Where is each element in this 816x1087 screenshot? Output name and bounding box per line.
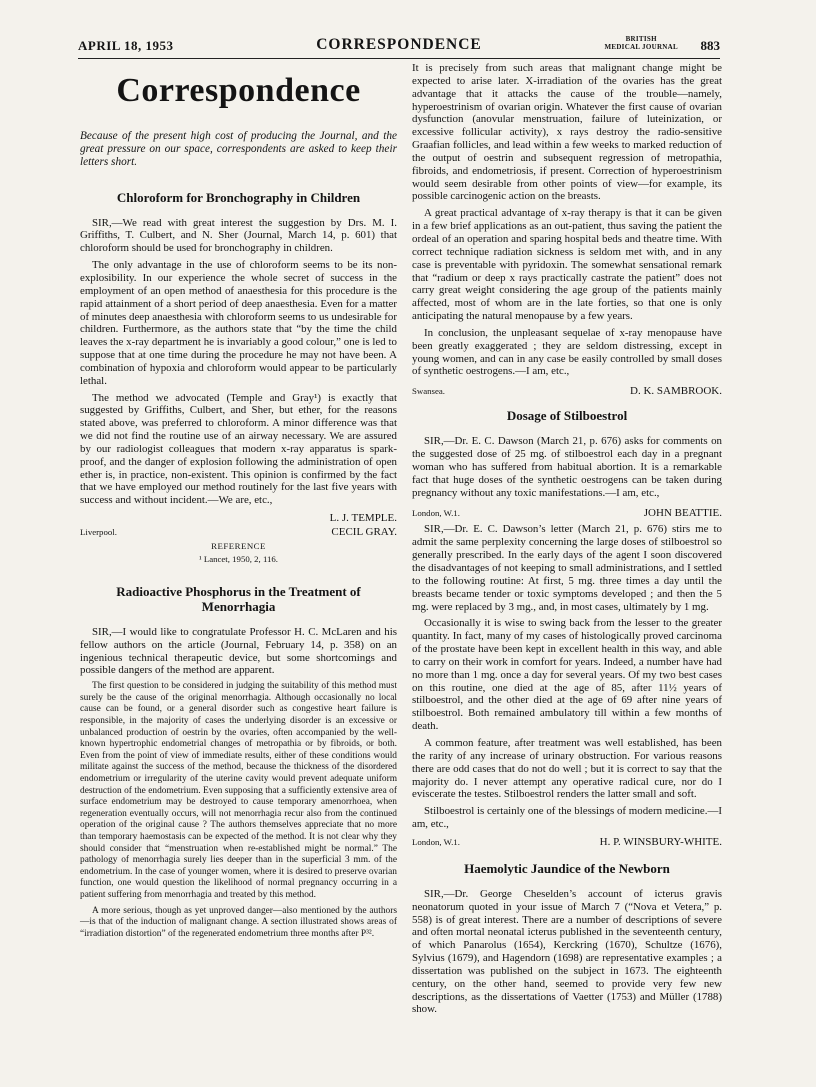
signatory: H. P. WINSBURY-WHITE. xyxy=(599,836,722,849)
running-header xyxy=(78,36,720,59)
left-column xyxy=(80,66,397,944)
page-number: 883 xyxy=(700,38,720,53)
signature-line xyxy=(412,503,722,519)
paragraph: In conclusion, the unpleasant sequelae of x-ray menopause have been greatly exaggerated ; they are seldom distressing, except in young women, and can in any case be easily controlled by small doses of synthetic oestrogens.—I am, etc., xyxy=(412,326,722,378)
paragraph: SIR,—Dr. George Cheselden’s account of icterus gravis neonatorum quoted in your issue of March 7 (“Nova et Vetera,” p. 558) is of great interest. There are a number of descriptions of severe and often mortal neonatal icterus published in the seventeenth century, of which Panarolus (1654), Kerckring (1670), Schultze (1676), Sylvius (1679), and Hagendorn (1698) are representative examples ; a dissertation was published on the subject in 1673. The eighteenth century, on the other hand, seemed to provide very few new descriptions, as the dissertations of Vaetter (1753) and Müller (1788) show. xyxy=(412,887,722,1016)
signatory-place: Swansea. xyxy=(412,386,445,397)
paragraph: A common feature, after treatment was well established, has been the rarity of any increase of urinary obstruction. For various reasons there are odd cases that do not do well ; but it is correct to say that the majority do. I never attempt any operative radical cure, nor do I eviscerate the testes. Stilboestrol renders the latter small and soft. xyxy=(412,736,722,801)
paragraph: The first question to be considered in judging the suitability of this method must surely be the cause of the original menorrhagia. Although occasionally no local cause can be found, or a general disorder such as congestive heart failure is responsible, in the majority of cases the underlying disorder is an excessive or unbalanced production of oestrin by the ovaries, often accompanied by the well-known hypertrophic endometrial changes of metropathia or by fibroids, or both. Even from the point of view of immediate results, either of these conditions would militate against the success of the method, because the thickness of the disordered endometrium or irregularity of the uterine cavity would prevent adequate uniform destruction of the endometrium. Even supposing that a sufficiently extensive area of surface endometrium may be destroyed to cause temporary amenorrhoea, when regeneration eventually occurs, will not menorrhagia recur also from the continued operation of the original cause ? The authors themselves appreciate that no more than temporary haemostasis can be expected of the method. It is not clear why they should consider that “menstruation when re-established might be normal.” The pathology of menorrhagia surely lies deeper than in the superficial 3 mm. of the endometrium. In the case of younger women, where it is desired to preserve ovarian function, one would question the likelihood of normal pregnancy occurring in a patient suffering from menorrhagia and treated by this method. xyxy=(80,681,397,900)
signature-line xyxy=(412,835,722,849)
paragraph: A great practical advantage of x-ray therapy is that it can be given in a few brief applications as an out-patient, thus saving the patient the ordeal of an operation and sparing hospital beds and theatre time. With correct technique radiation sickness is seldom met with, and in any case is preventable with pyridoxin. The somewhat sensational remark that “radium or deep x rays practically castrate the patient” does not carry great weight considering the age group of the patients mainly affected, most of whom are in the late forties, so that one is only anticipating the natural menopause by a few years. xyxy=(412,207,722,323)
section-title: CORRESPONDENCE xyxy=(316,36,482,53)
signature-line xyxy=(80,525,397,539)
article-title-jaundice: Haemolytic Jaundice of the Newborn xyxy=(464,860,670,876)
paragraph: SIR,—Dr. E. C. Dawson (March 21, p. 676) asks for comments on the suggested dose of 25 mg. of stilboestrol each day in a pregnant woman who has suffered from habitual abortion. It is a remarkable fact that huge doses of the synthetic oestrogens can be taken during pregnancy without any toxic manifestations.—I am, etc., xyxy=(412,435,722,499)
right-column xyxy=(412,62,722,1020)
journal-name-line1: BRITISH xyxy=(625,35,657,43)
journal-name-line2: MEDICAL JOURNAL xyxy=(604,43,678,51)
reference: ¹ Lancet, 1950, 2, 116. xyxy=(198,554,279,565)
reference-heading: REFERENCE xyxy=(211,541,266,552)
article-title-stilboestrol: Dosage of Stilboestrol xyxy=(506,408,628,424)
paragraph: The method we advocated (Temple and Gray¹) is exactly that suggested by Griffiths, Culbert, and Sher, but ether, for the reasons stated above, was preferred to chloroform. A minor difference was that we did not find the routine use of an airway necessary. We are assured by our radiologist colleagues that modern x-ray apparatus is spark-proof, and the danger of explosion following the administration of open ether is, in practice, non-existent. This opinion is confirmed by the fact that we have employed our method routinely for the last five years with success and without incident.—We are, etc., xyxy=(80,391,397,507)
signatory: JOHN BEATTIE. xyxy=(643,506,722,519)
signature-line xyxy=(412,382,722,398)
page-heading: Correspondence xyxy=(116,72,361,109)
paragraph: Stilboestrol is certainly one of the blessings of modern medicine.—I am, etc., xyxy=(412,805,722,831)
article-title-chloroform: Chloroform for Bronchography in Children xyxy=(116,189,361,205)
signatory-place: London, W.1. xyxy=(412,507,460,518)
signatory: CECIL GRAY. xyxy=(331,526,397,539)
signatory: D. K. SAMBROOK. xyxy=(630,385,722,398)
signatory-place: London, W.1. xyxy=(412,837,460,848)
paragraph: The only advantage in the use of chloroform seems to be its non-explosibility. In our experience the whole secret of success in the employment of an open method of anaesthesia for this procedure is the rapid attainment of a short period of deep anaesthesia. Even for a matter of minutes deep anaesthesia with chloroform seems to us undesirable for children. Furthermore, as the authors state that “by the time the child leaves the x-ray department he is invariably a good colour,” one is led to suppose that at one time during the procedure he may not have been. A combination of hypoxia and chloroform would appear to be particularly lethal. xyxy=(80,259,397,387)
signature-line xyxy=(80,511,397,525)
paragraph: It is precisely from such areas that malignant change might be expected to arise later. X-irradiation of the ovaries has the great advantage that it attacks the cause of the trouble—namely, hyperoestrinism of ovarian origin. Whatever the first cause of ovarian dysfunction (anovular menstruation, failure of luteinization, or excessive follicular activity), x rays destroy the radio-sensitive Graafian follicles, and lead within a few weeks to marked reduction of the output of oestrin and subsequent regression of metropathia, fibroids, and endometriosis, if present. Correction of hyperoestrinism would seem desirable from other points of view—for example, its possible carcinogenic action on the breasts. xyxy=(412,62,722,203)
issue-date: APRIL 18, 1953 xyxy=(78,38,174,53)
article-title-phosphorus: Radioactive Phosphorus in the Treatment of Menorrhagia xyxy=(116,583,361,614)
journal-name xyxy=(604,35,678,51)
paragraph: SIR,—We read with great interest the suggestion by Drs. M. I. Griffiths, T. Culbert, and N. Sher (Journal, March 14, p. 601) that chloroform should be used for bronchography in children. xyxy=(80,216,397,255)
paragraph: A more serious, though as yet unproved danger—also mentioned by the authors—is that of the induction of malignant change. A section illustrated shows areas of “irradiation distortion” of the regenerated endometrium three months after P³². xyxy=(80,905,397,939)
signatory: L. J. TEMPLE. xyxy=(329,512,397,525)
paragraph: Occasionally it is wise to swing back from the lesser to the greater quantity. In fact, many of my cases of histologically proved carcinoma of the prostate have been kept in excellent health in this way, and able to carry on their work in comfort for years. Indeed, a number have had no more than 1 mg. once a day for several years. Of my two best cases on this routine, one died at the age of 85, after 11½ years of stilboestrol, and the other died at the age of 69 after nine years of stilboestrol. Both remained ambulatory till within a few months of death. xyxy=(412,617,722,733)
editorial-note: Because of the present high cost of producing the Journal, and the great pressure on our space, correspondents are asked to keep their letters short. xyxy=(80,130,397,169)
paragraph: SIR,—Dr. E. C. Dawson’s letter (March 21, p. 676) stirs me to admit the same perplexity concerning the large doses of stilboestrol so generally prescribed. In the early days of the agent I soon discovered the disadvantages of not keeping to small administrations, and I settled to the following routine: At first, 5 mg. three times a day until the breasts became tender or toxic symptoms developed ; and then the 5 mg. were replaced by 3 mg., and, in most cases, ultimately by 1 mg. xyxy=(412,523,722,613)
paragraph: SIR,—I would like to congratulate Professor H. C. McLaren and his fellow authors on the article (Journal, February 14, p. 358) on an ingenious technical therapeutic device, but some shortcomings and possible dangers of the method are apparent. xyxy=(80,625,397,677)
signatory-place: Liverpool. xyxy=(80,527,117,538)
